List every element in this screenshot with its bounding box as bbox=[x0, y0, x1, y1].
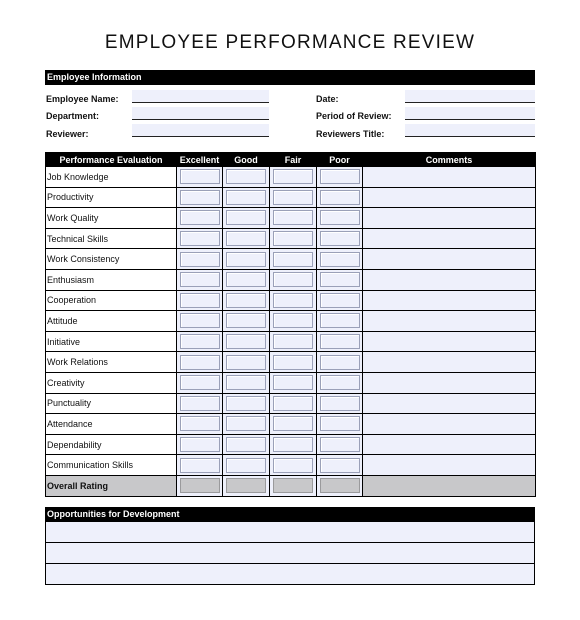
criterion-label: Punctuality bbox=[46, 393, 177, 414]
comment-cell bbox=[363, 393, 536, 414]
rating-checkbox-good[interactable] bbox=[226, 458, 266, 473]
development-lines bbox=[45, 522, 535, 585]
rating-cell-fair bbox=[270, 249, 317, 270]
rating-cell-poor bbox=[317, 414, 363, 435]
rating-cell-excellent bbox=[177, 393, 223, 414]
rating-cell-poor bbox=[317, 372, 363, 393]
rating-cell-good bbox=[223, 269, 270, 290]
rating-checkbox-poor[interactable] bbox=[320, 375, 360, 390]
rating-checkbox-excellent[interactable] bbox=[180, 458, 220, 473]
development-input[interactable] bbox=[46, 522, 534, 542]
rating-cell-excellent bbox=[177, 475, 223, 496]
rating-cell-excellent bbox=[177, 352, 223, 373]
rating-checkbox-poor[interactable] bbox=[320, 478, 360, 493]
rating-checkbox-fair[interactable] bbox=[273, 334, 313, 349]
rating-checkbox-fair[interactable] bbox=[273, 458, 313, 473]
rating-cell-fair bbox=[270, 414, 317, 435]
comment-cell bbox=[363, 311, 536, 332]
column-header-performance-evaluation: Performance Evaluation bbox=[46, 153, 177, 167]
comment-input[interactable] bbox=[363, 476, 535, 496]
development-header: Opportunities for Development bbox=[45, 507, 535, 522]
table-row-productivity bbox=[46, 187, 536, 208]
rating-cell-good bbox=[223, 372, 270, 393]
rating-checkbox-excellent[interactable] bbox=[180, 334, 220, 349]
rating-cell-fair bbox=[270, 290, 317, 311]
rating-cell-poor bbox=[317, 269, 363, 290]
development-input[interactable] bbox=[46, 564, 534, 584]
rating-checkbox-fair[interactable] bbox=[273, 190, 313, 205]
rating-checkbox-poor[interactable] bbox=[320, 458, 360, 473]
reviewer-field[interactable] bbox=[132, 124, 269, 137]
rating-checkbox-good[interactable] bbox=[226, 169, 266, 184]
comment-input[interactable] bbox=[363, 249, 535, 269]
rating-cell-good bbox=[223, 414, 270, 435]
criterion-label: Productivity bbox=[46, 187, 177, 208]
comment-input[interactable] bbox=[363, 414, 535, 434]
comment-input[interactable] bbox=[363, 311, 535, 331]
rating-checkbox-fair[interactable] bbox=[273, 375, 313, 390]
column-header-comments: Comments bbox=[363, 153, 536, 167]
comment-input[interactable] bbox=[363, 394, 535, 414]
rating-checkbox-good[interactable] bbox=[226, 313, 266, 328]
rating-checkbox-fair[interactable] bbox=[273, 313, 313, 328]
rating-cell-poor bbox=[317, 208, 363, 229]
table-row-work-consistency bbox=[46, 249, 536, 270]
development-line bbox=[45, 564, 535, 585]
rating-checkbox-good[interactable] bbox=[226, 375, 266, 390]
rating-checkbox-good[interactable] bbox=[226, 190, 266, 205]
comment-cell bbox=[363, 352, 536, 373]
table-header-row bbox=[46, 153, 536, 167]
rating-cell-good bbox=[223, 249, 270, 270]
comment-cell bbox=[363, 187, 536, 208]
rating-checkbox-poor[interactable] bbox=[320, 190, 360, 205]
rating-checkbox-fair[interactable] bbox=[273, 169, 313, 184]
comment-cell bbox=[363, 331, 536, 352]
rating-checkbox-good[interactable] bbox=[226, 293, 266, 308]
rating-checkbox-fair[interactable] bbox=[273, 478, 313, 493]
table-row-enthusiasm bbox=[46, 269, 536, 290]
rating-cell-excellent bbox=[177, 414, 223, 435]
rating-checkbox-fair[interactable] bbox=[273, 210, 313, 225]
column-header-excellent: Excellent bbox=[177, 153, 223, 167]
rating-cell-excellent bbox=[177, 167, 223, 188]
date-field[interactable] bbox=[405, 90, 535, 103]
criterion-label: Attitude bbox=[46, 311, 177, 332]
rating-checkbox-poor[interactable] bbox=[320, 293, 360, 308]
rating-cell-excellent bbox=[177, 372, 223, 393]
rating-checkbox-poor[interactable] bbox=[320, 355, 360, 370]
rating-checkbox-poor[interactable] bbox=[320, 169, 360, 184]
rating-checkbox-good[interactable] bbox=[226, 231, 266, 246]
rating-cell-good bbox=[223, 208, 270, 229]
table-row-creativity bbox=[46, 372, 536, 393]
employee-info-header: Employee Information bbox=[45, 70, 535, 85]
comment-input[interactable] bbox=[363, 188, 535, 208]
rating-checkbox-excellent[interactable] bbox=[180, 231, 220, 246]
rating-cell-poor bbox=[317, 475, 363, 496]
rating-checkbox-good[interactable] bbox=[226, 355, 266, 370]
comment-input[interactable] bbox=[363, 291, 535, 311]
rating-cell-excellent bbox=[177, 455, 223, 476]
rating-checkbox-excellent[interactable] bbox=[180, 396, 220, 411]
rating-checkbox-good[interactable] bbox=[226, 272, 266, 287]
rating-cell-excellent bbox=[177, 311, 223, 332]
rating-checkbox-poor[interactable] bbox=[320, 252, 360, 267]
comment-cell bbox=[363, 228, 536, 249]
rating-cell-fair bbox=[270, 167, 317, 188]
rating-cell-fair bbox=[270, 475, 317, 496]
rating-cell-fair bbox=[270, 187, 317, 208]
rating-checkbox-good[interactable] bbox=[226, 252, 266, 267]
rating-cell-good bbox=[223, 167, 270, 188]
table-row-overall-rating bbox=[46, 475, 536, 496]
rating-checkbox-fair[interactable] bbox=[273, 252, 313, 267]
comment-input[interactable] bbox=[363, 455, 535, 475]
rating-checkbox-fair[interactable] bbox=[273, 437, 313, 452]
comment-cell bbox=[363, 434, 536, 455]
rating-cell-poor bbox=[317, 187, 363, 208]
rating-cell-fair bbox=[270, 208, 317, 229]
performance-evaluation-table bbox=[45, 152, 536, 497]
rating-checkbox-excellent[interactable] bbox=[180, 375, 220, 390]
rating-cell-fair bbox=[270, 434, 317, 455]
period-of-review-label: Period of Review: bbox=[316, 111, 392, 121]
criterion-label: Work Consistency bbox=[46, 249, 177, 270]
criterion-label: Attendance bbox=[46, 414, 177, 435]
development-line bbox=[45, 522, 535, 543]
table-row-dependability bbox=[46, 434, 536, 455]
table-row-attendance bbox=[46, 414, 536, 435]
criterion-label: Cooperation bbox=[46, 290, 177, 311]
criterion-label: Technical Skills bbox=[46, 228, 177, 249]
rating-checkbox-excellent[interactable] bbox=[180, 437, 220, 452]
comment-cell bbox=[363, 372, 536, 393]
rating-cell-excellent bbox=[177, 434, 223, 455]
comment-cell bbox=[363, 475, 536, 496]
rating-cell-poor bbox=[317, 331, 363, 352]
rating-checkbox-good[interactable] bbox=[226, 478, 266, 493]
rating-cell-excellent bbox=[177, 187, 223, 208]
rating-checkbox-excellent[interactable] bbox=[180, 272, 220, 287]
rating-cell-excellent bbox=[177, 249, 223, 270]
comment-cell bbox=[363, 455, 536, 476]
comment-input[interactable] bbox=[363, 208, 535, 228]
table-row-communication-skills bbox=[46, 455, 536, 476]
rating-checkbox-fair[interactable] bbox=[273, 231, 313, 246]
rating-cell-fair bbox=[270, 269, 317, 290]
rating-cell-good bbox=[223, 393, 270, 414]
rating-cell-fair bbox=[270, 393, 317, 414]
employee-name-field[interactable] bbox=[132, 90, 269, 103]
rating-cell-fair bbox=[270, 228, 317, 249]
rating-cell-good bbox=[223, 228, 270, 249]
rating-checkbox-fair[interactable] bbox=[273, 355, 313, 370]
criterion-label: Work Quality bbox=[46, 208, 177, 229]
criterion-label: Creativity bbox=[46, 372, 177, 393]
rating-cell-excellent bbox=[177, 208, 223, 229]
development-input[interactable] bbox=[46, 543, 534, 563]
comment-input[interactable] bbox=[363, 352, 535, 372]
comment-cell bbox=[363, 249, 536, 270]
page-title: EMPLOYEE PERFORMANCE REVIEW bbox=[104, 32, 476, 53]
rating-checkbox-good[interactable] bbox=[226, 437, 266, 452]
rating-cell-good bbox=[223, 187, 270, 208]
rating-checkbox-excellent[interactable] bbox=[180, 169, 220, 184]
column-header-poor: Poor bbox=[317, 153, 363, 167]
rating-checkbox-good[interactable] bbox=[226, 210, 266, 225]
rating-cell-poor bbox=[317, 352, 363, 373]
rating-checkbox-fair[interactable] bbox=[273, 416, 313, 431]
table-row-cooperation bbox=[46, 290, 536, 311]
criterion-label: Enthusiasm bbox=[46, 269, 177, 290]
rating-cell-fair bbox=[270, 352, 317, 373]
rating-cell-poor bbox=[317, 455, 363, 476]
comment-input[interactable] bbox=[363, 167, 535, 187]
rating-checkbox-excellent[interactable] bbox=[180, 416, 220, 431]
rating-cell-poor bbox=[317, 167, 363, 188]
rating-checkbox-excellent[interactable] bbox=[180, 252, 220, 267]
rating-cell-excellent bbox=[177, 331, 223, 352]
rating-cell-poor bbox=[317, 249, 363, 270]
comment-cell bbox=[363, 290, 536, 311]
rating-cell-excellent bbox=[177, 269, 223, 290]
table-row-attitude bbox=[46, 311, 536, 332]
rating-cell-poor bbox=[317, 434, 363, 455]
reviewers-title-label: Reviewers Title: bbox=[316, 129, 385, 139]
rating-cell-fair bbox=[270, 311, 317, 332]
rating-checkbox-fair[interactable] bbox=[273, 293, 313, 308]
criterion-label: Initiative bbox=[46, 331, 177, 352]
comment-cell bbox=[363, 414, 536, 435]
rating-checkbox-poor[interactable] bbox=[320, 272, 360, 287]
rating-cell-good bbox=[223, 352, 270, 373]
table-row-technical-skills bbox=[46, 228, 536, 249]
rating-checkbox-fair[interactable] bbox=[273, 396, 313, 411]
reviewer-label: Reviewer: bbox=[46, 129, 89, 139]
rating-checkbox-excellent[interactable] bbox=[180, 293, 220, 308]
rating-checkbox-excellent[interactable] bbox=[180, 355, 220, 370]
rating-cell-excellent bbox=[177, 228, 223, 249]
table-row-punctuality bbox=[46, 393, 536, 414]
rating-checkbox-excellent[interactable] bbox=[180, 190, 220, 205]
reviewers-title-field[interactable] bbox=[405, 124, 535, 137]
rating-cell-good bbox=[223, 331, 270, 352]
rating-checkbox-good[interactable] bbox=[226, 334, 266, 349]
rating-cell-good bbox=[223, 475, 270, 496]
comment-input[interactable] bbox=[363, 270, 535, 290]
rating-cell-good bbox=[223, 311, 270, 332]
comment-cell bbox=[363, 269, 536, 290]
department-field[interactable] bbox=[132, 107, 269, 120]
rating-checkbox-poor[interactable] bbox=[320, 396, 360, 411]
rating-checkbox-poor[interactable] bbox=[320, 231, 360, 246]
rating-checkbox-excellent[interactable] bbox=[180, 478, 220, 493]
development-line bbox=[45, 543, 535, 564]
rating-checkbox-poor[interactable] bbox=[320, 210, 360, 225]
rating-checkbox-poor[interactable] bbox=[320, 416, 360, 431]
criterion-label: Communication Skills bbox=[46, 455, 177, 476]
rating-checkbox-poor[interactable] bbox=[320, 437, 360, 452]
rating-cell-fair bbox=[270, 455, 317, 476]
comment-input[interactable] bbox=[363, 373, 535, 393]
table-row-job-knowledge bbox=[46, 167, 536, 188]
rating-cell-good bbox=[223, 455, 270, 476]
rating-cell-poor bbox=[317, 290, 363, 311]
rating-cell-poor bbox=[317, 228, 363, 249]
rating-cell-poor bbox=[317, 393, 363, 414]
column-header-fair: Fair bbox=[270, 153, 317, 167]
rating-checkbox-excellent[interactable] bbox=[180, 313, 220, 328]
rating-checkbox-fair[interactable] bbox=[273, 272, 313, 287]
employee-name-label: Employee Name: bbox=[46, 94, 119, 104]
comment-input[interactable] bbox=[363, 332, 535, 352]
table-row-work-quality bbox=[46, 208, 536, 229]
rating-checkbox-poor[interactable] bbox=[320, 334, 360, 349]
period-of-review-field[interactable] bbox=[405, 107, 535, 120]
table-row-initiative bbox=[46, 331, 536, 352]
rating-checkbox-poor[interactable] bbox=[320, 313, 360, 328]
comment-cell bbox=[363, 167, 536, 188]
date-label: Date: bbox=[316, 94, 339, 104]
table-row-work-relations bbox=[46, 352, 536, 373]
rating-cell-poor bbox=[317, 311, 363, 332]
rating-cell-excellent bbox=[177, 290, 223, 311]
criterion-label: Overall Rating bbox=[46, 475, 177, 496]
rating-cell-fair bbox=[270, 331, 317, 352]
comment-input[interactable] bbox=[363, 435, 535, 455]
comment-input[interactable] bbox=[363, 229, 535, 249]
criterion-label: Job Knowledge bbox=[46, 167, 177, 188]
comment-cell bbox=[363, 208, 536, 229]
rating-cell-good bbox=[223, 434, 270, 455]
rating-cell-good bbox=[223, 290, 270, 311]
criterion-label: Dependability bbox=[46, 434, 177, 455]
department-label: Department: bbox=[46, 111, 100, 121]
rating-cell-fair bbox=[270, 372, 317, 393]
rating-checkbox-good[interactable] bbox=[226, 396, 266, 411]
criterion-label: Work Relations bbox=[46, 352, 177, 373]
rating-checkbox-good[interactable] bbox=[226, 416, 266, 431]
rating-checkbox-excellent[interactable] bbox=[180, 210, 220, 225]
column-header-good: Good bbox=[223, 153, 270, 167]
